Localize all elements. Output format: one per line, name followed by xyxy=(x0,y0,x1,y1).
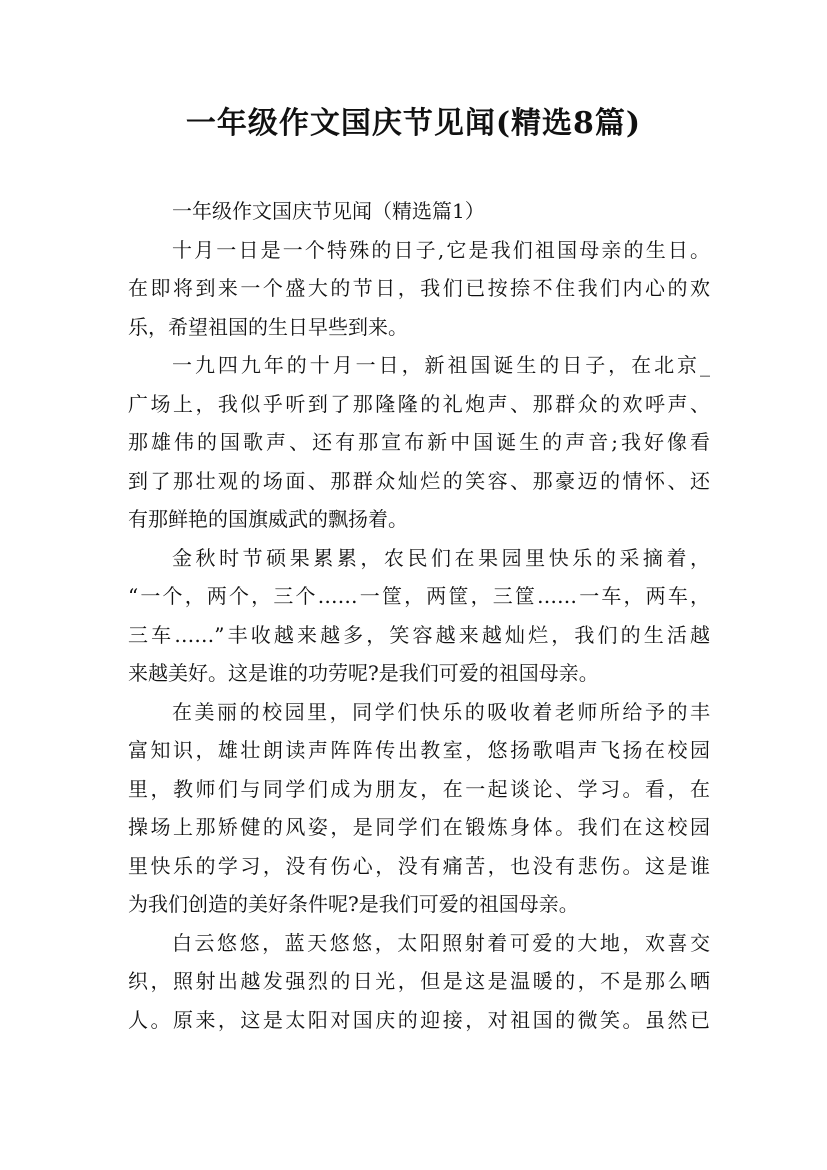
text-line: 乐，希望祖国的生日早些到来。 xyxy=(128,314,408,339)
text-line: “一个，两个，三个……一筐，两筐，三筐……一车，两车， xyxy=(128,584,710,608)
text-line: 在美丽的校园里，同学们快乐的吸收着老师所给予的丰 xyxy=(172,699,710,724)
document-body xyxy=(128,192,710,1039)
text-line: 那雄伟的国歌声、还有那宣布新中国诞生的声音;我好像看 xyxy=(128,430,710,454)
text-line: 一九四九年的十月一日，新祖国诞生的日子，在北京_ xyxy=(172,353,710,377)
text-line: 里，教师们与同学们成为朋友，在一起谈论、学习。看，在 xyxy=(128,776,710,801)
text-line: 白云悠悠，蓝天悠悠，太阳照射着可爱的大地，欢喜交 xyxy=(172,930,710,955)
text-line: 为我们创造的美好条件呢?是我们可爱的祖国母亲。 xyxy=(128,892,579,916)
text-line: 富知识，雄壮朗读声阵阵传出教室，悠扬歌唱声飞扬在校园 xyxy=(128,738,710,762)
text-line: 织，照射出越发强烈的日光，但是这是温暖的，不是那么晒 xyxy=(128,969,710,993)
text-line: 里快乐的学习，没有伤心，没有痛苦，也没有悲伤。这是谁 xyxy=(128,853,710,878)
text-line: 金秋时节硕果累累，农民们在果园里快乐的采摘着， xyxy=(172,545,710,570)
document-title: 一年级作文国庆节见闻(精选8篇) xyxy=(185,106,642,141)
text-line: 有那鲜艳的国旗威武的飘扬着。 xyxy=(128,507,408,531)
text-line: 人。原来，这是太阳对国庆的迎接，对祖国的微笑。虽然已 xyxy=(128,1007,710,1032)
text-line: 广场上，我似乎听到了那隆隆的礼炮声、那群众的欢呼声、 xyxy=(128,391,710,416)
text-line: 十月一日是一个特殊的日子,它是我们祖国母亲的生日。 xyxy=(172,237,710,262)
text-line: 在即将到来一个盛大的节日，我们已按捺不住我们内心的欢 xyxy=(128,276,710,300)
text-line: 操场上那矫健的风姿，是同学们在锻炼身体。我们在这校园 xyxy=(128,815,710,839)
text-line: 来越美好。这是谁的功劳呢?是我们可爱的祖国母亲。 xyxy=(128,661,599,685)
section-heading: 一年级作文国庆节见闻（精选篇1） xyxy=(172,199,485,223)
text-line: 到了那壮观的场面、那群众灿烂的笑容、那豪迈的情怀、还 xyxy=(128,468,710,493)
text-line: 三车……”丰收越来越多，笑容越来越灿烂，我们的生活越 xyxy=(128,622,710,647)
